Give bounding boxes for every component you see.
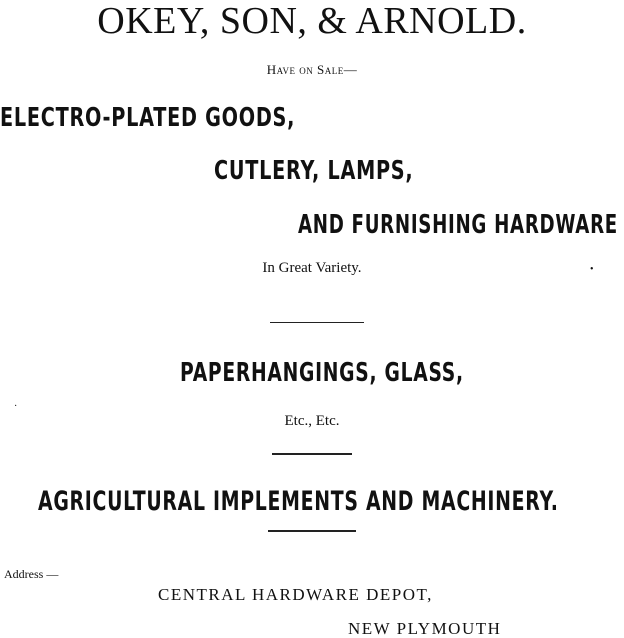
product-line-agricultural: AGRICULTURAL IMPLEMENTS AND MACHINERY. [38,486,559,517]
divider-rule [268,530,356,532]
divider-rule [272,453,352,455]
have-on-sale-text: Have on Sale— [266,62,358,77]
ink-speck: • [590,264,594,275]
etc-note: Etc., Etc. [284,413,340,429]
address-line-town: NEW PLYMOUTH [348,619,502,638]
address-label: Address — [4,567,59,581]
firm-name-heading: OKEY, SON, & ARNOLD. [97,0,527,42]
product-line-cutlery: CUTLERY, LAMPS, [214,156,414,186]
ink-speck: · [14,401,18,412]
product-line-electro-plated: ELECTRO-PLATED GOODS, [0,103,296,133]
variety-note: In Great Variety. [262,260,362,276]
divider-rule [270,322,364,323]
product-line-paperhangings: PAPERHANGINGS, GLASS, [180,358,464,388]
product-line-furnishing-hardware: AND FURNISHING HARDWARE [298,210,618,240]
address-line-depot: CENTRAL HARDWARE DEPOT, [158,585,433,604]
